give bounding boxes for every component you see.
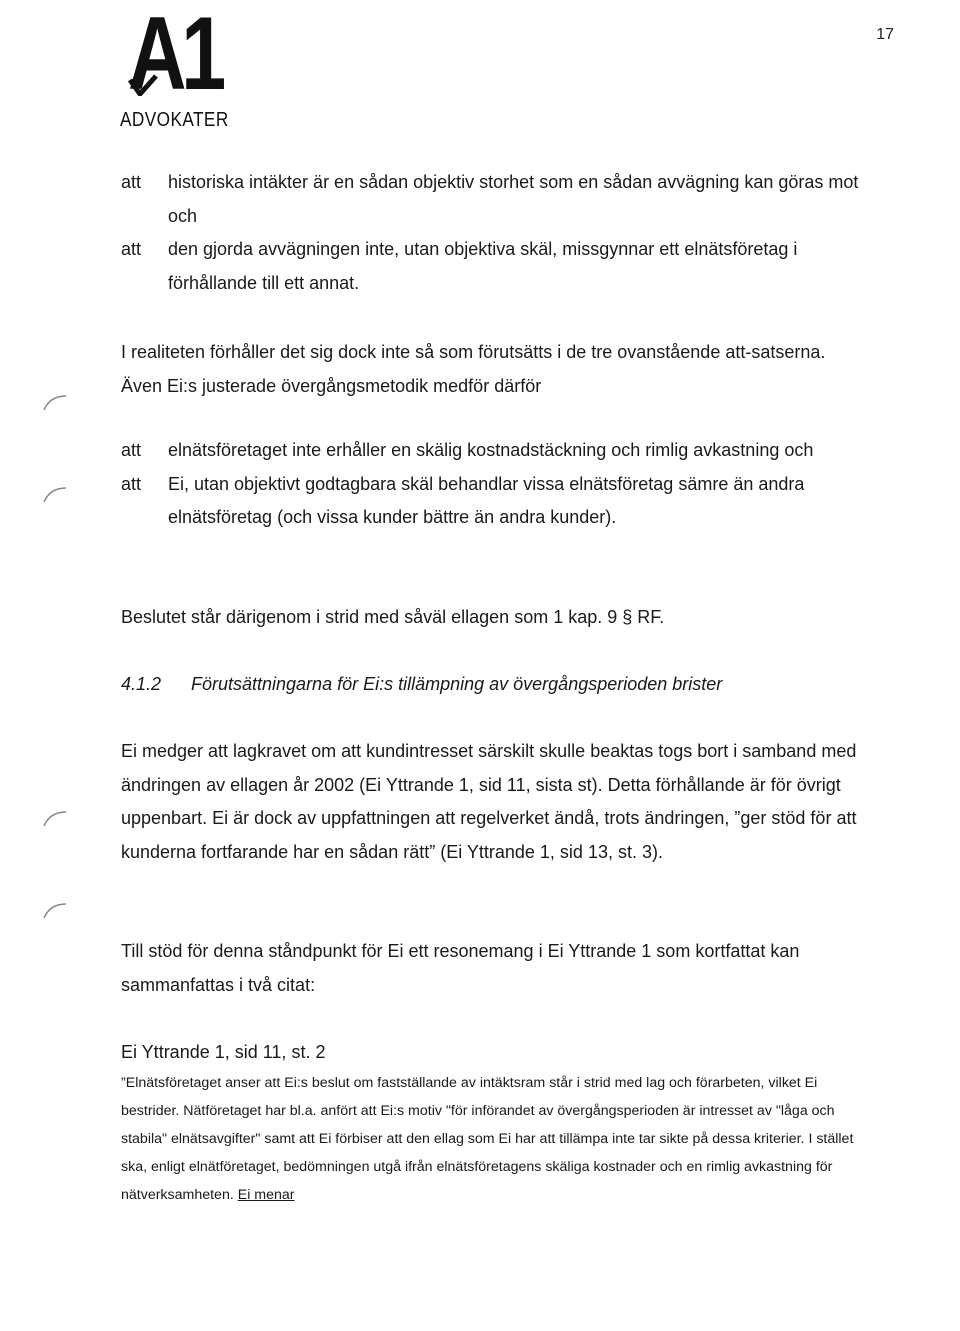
list-item: [121, 166, 861, 233]
quote-text: ”Elnätsföretaget anser att Ei:s beslut om fastställande av intäktsram står i strid med lag och förarbeten, vilket Ei bestrider. Nätföretaget har bl.a. anfört att Ei:s motiv "för införandet av övergångsperioden är intresset av "låga och stabila" elnätsavgifter" samt att Ei förbiser att den ellag som Ei har att tillämpa inte tar sikte på dessa kriterier. I stället ska, enligt elnätföretaget, bedömningen utgå ifrån elnätsföretagens skäliga kostnader och en rimlig avkastning för nätverksamheten.: [121, 1075, 854, 1203]
list-item: [121, 233, 861, 300]
list-item-text: historiska intäkter är en sådan objektiv storhet som en sådan avvägning kan göras mot och: [168, 172, 859, 226]
logo-check-icon: [128, 74, 158, 96]
att-list-2: [121, 434, 861, 535]
paragraph-3: Ei medger att lagkravet om att kundintresset särskilt skulle beaktas togs bort i samband med ändringen av ellagen år 2002 (Ei Yttrande 1, sid 11, sista st). Detta förhållande är för övrigt uppenbart. Ei är dock av uppfattningen att regelverket ändå, trots ändringen, ”ger stöd för att kunderna fortfarande har en sådan rätt” (Ei Yttrande 1, sid 13, st. 3).: [121, 741, 857, 862]
list-item: [121, 434, 861, 468]
citation-reference: Ei Yttrande 1, sid 11, st. 2: [121, 1042, 326, 1062]
margin-arc-mark: [40, 484, 70, 514]
logo-subtitle: ADVOKATER: [120, 109, 229, 131]
quote-block: [121, 1069, 861, 1209]
firm-logo: [120, 0, 229, 132]
paragraph-2: Beslutet står därigenom i strid med såväl ellagen som 1 kap. 9 § RF.: [121, 607, 665, 627]
paragraph-4: Till stöd för denna ståndpunkt för Ei ett resonemang i Ei Yttrande 1 som kortfattat kan sammanfattas i två citat:: [121, 941, 800, 995]
margin-arc-mark: [40, 900, 70, 930]
list-item: [121, 468, 861, 535]
quote-underlined-tail: Ei menar: [237, 1187, 295, 1203]
logo-mark: A1: [128, 0, 221, 112]
list-item-label: att: [121, 473, 142, 494]
list-item-label: att: [121, 440, 142, 460]
list-item-text: elnätsföretaget inte erhåller en skälig kostnadstäckning och rimlig avkastning och: [168, 440, 814, 460]
section-title: Förutsättningarna för Ei:s tillämpning av övergångsperioden brister: [191, 674, 723, 694]
page-number: 17: [876, 26, 894, 43]
margin-arc-mark: [40, 808, 70, 838]
att-list-1: [121, 166, 861, 300]
paragraph-1: I realiteten förhåller det sig dock inte så som förutsätts i de tre ovanstående att-satserna. Även Ei:s justerade övergångsmetodik medför därför: [121, 342, 826, 396]
list-item-text: den gjorda avvägningen inte, utan objektiva skäl, missgynnar ett elnätsföretag i förhållande till ett annat.: [168, 239, 798, 293]
list-item-label: att: [121, 172, 142, 192]
section-heading: [121, 668, 722, 702]
section-number: 4.1.2: [121, 674, 162, 694]
margin-arc-mark: [40, 392, 70, 422]
list-item-text: Ei, utan objektivt godtagbara skäl behandlar vissa elnätsföretag sämre än andra elnätsföretag (och vissa kunder bättre än andra kunder).: [168, 473, 805, 527]
list-item-label: att: [121, 239, 142, 259]
